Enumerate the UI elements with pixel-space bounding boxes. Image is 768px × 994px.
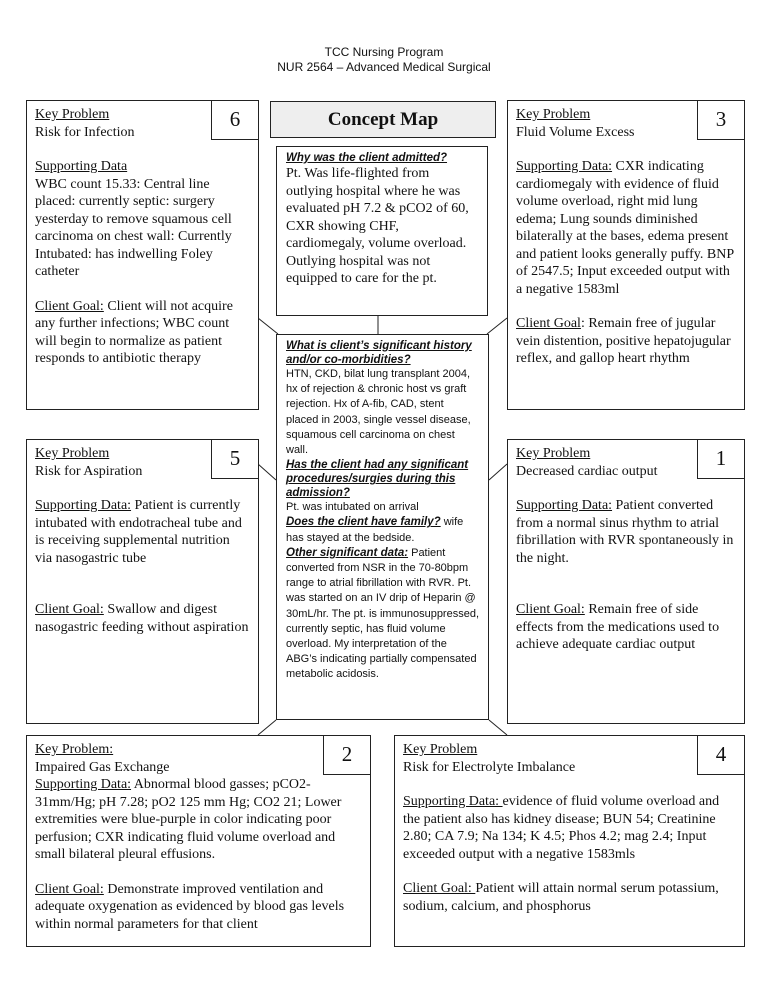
problem-box-4 xyxy=(394,735,745,947)
key-problem-label: Key Problem: xyxy=(35,742,114,757)
client-goal-label: Client Goal: xyxy=(516,602,585,617)
supporting-data-label: Supporting Data: xyxy=(35,498,132,513)
key-problem-label: Key Problem xyxy=(35,107,110,122)
problem-name: Risk for Infection xyxy=(35,124,135,140)
history-answer: HTN, CKD, bilat lung transplant 2004, hx of rejection & chronic host vs graft rejection. Hx of A-fib, CAD, stent placed in 2003, single vessel disease, squamous cell carcinoma on chest wall. xyxy=(286,368,471,457)
client-goal-label: Client Goal xyxy=(516,316,581,331)
problem-number: 4 xyxy=(697,736,744,775)
problem-name: Decreased cardiac output xyxy=(516,463,658,479)
key-problem-label: Key Problem xyxy=(403,742,478,757)
procedures-answer: Pt. was intubated on arrival xyxy=(286,501,419,514)
header-line-1: TCC Nursing Program xyxy=(324,45,444,59)
key-problem-label: Key Problem xyxy=(516,107,591,122)
admitted-question: Why was the client admitted? xyxy=(286,152,448,164)
header-line-2: NUR 2564 – Advanced Medical Surgical xyxy=(277,60,491,74)
client-goal-label: Client Goal: xyxy=(35,881,104,897)
problem-name: Impaired Gas Exchange xyxy=(35,759,170,775)
supporting-data-label: Supporting Data xyxy=(35,159,128,174)
problem-box-6 xyxy=(26,100,259,410)
connector-line xyxy=(258,464,276,480)
key-problem-label: Key Problem xyxy=(516,446,591,461)
problem-name: Fluid Volume Excess xyxy=(516,124,635,140)
problem-box-2 xyxy=(26,735,371,947)
client-goal-text: Swallow and digest nasogastric feeding without aspiration xyxy=(35,602,249,635)
client-history-box xyxy=(276,334,489,720)
problem-box-1 xyxy=(507,439,745,724)
history-question: What is client’s significant history and/or co-morbidities? xyxy=(286,340,472,366)
problem-box-3 xyxy=(507,100,745,410)
client-goal-label: Client Goal: xyxy=(403,881,476,896)
other-data-answer: Patient converted from NSR in the 70-80bpm range to atrial fibrillation with RVR. Pt. was started on an IV drip of Heparin @ 30mL/hr. The pt. is immunosuppressed, currently septic, has fluid volume overload. My interpretation of the ABG’s indicating partially compensated metabolic acidosis. xyxy=(286,546,480,681)
supporting-data-text: WBC count 15.33: Central line placed: currently septic: surgery yesterday to remove squamous cell carcinoma on chest wall: Currently Intubated: has indwelling Foley catheter xyxy=(35,176,232,279)
problem-number: 3 xyxy=(697,101,744,140)
connector-line xyxy=(487,318,507,334)
client-goal-label: Client Goal: xyxy=(35,298,104,314)
concept-map-title: Concept Map xyxy=(270,101,496,138)
connector-line xyxy=(258,318,278,334)
problem-number: 6 xyxy=(211,101,258,140)
procedures-question: Has the client had any significant procedures/surgies during this admission? xyxy=(286,459,469,500)
problem-box-5 xyxy=(26,439,259,724)
family-question: Does the client have family? xyxy=(286,516,441,529)
supporting-data-label: Supporting Data: xyxy=(35,777,132,792)
other-data-question: Other significant data: xyxy=(286,546,409,559)
problem-number: 1 xyxy=(697,440,744,479)
family-answer: wife has stayed at the bedside. xyxy=(286,516,464,544)
key-problem-label: Key Problem xyxy=(35,446,110,461)
supporting-data-text: Patient converted from a normal sinus rhythm to atrial fibrillation with RVR spontaneously in the night. xyxy=(516,498,734,566)
problem-name: Risk for Electrolyte Imbalance xyxy=(403,759,576,775)
problem-number: 2 xyxy=(323,736,370,775)
problem-number: 5 xyxy=(211,440,258,479)
program-header xyxy=(0,45,768,75)
problem-name: Risk for Aspiration xyxy=(35,463,143,479)
connector-line xyxy=(489,464,507,480)
client-goal-text: Patient will attain normal serum potassium, sodium, calcium, and phosphorus xyxy=(403,881,719,914)
client-goal-text: Remain free of side effects from the medications used to achieve adequate cardiac output xyxy=(516,602,720,652)
admitted-answer: Pt. Was life-flighted from outlying hospital where he was evaluated pH 7.2 & pCO2 of 60, CXR showing CHF, cardiomegaly, volume overload. Outlying hospital was not equipped to care for the pt. xyxy=(286,166,469,286)
supporting-data-text: Patient is currently intubated with endotracheal tube and is receiving supplemental nutrition via nasogastric tube xyxy=(35,498,242,566)
supporting-data-label: Supporting Data: xyxy=(516,498,613,513)
supporting-data-text: evidence of fluid volume overload and the patient also has kidney disease; BUN 54; Creatinine 2.80; CA 7.9; Na 134; K 4.5; Phos 4.2; mag 2.4; Input exceeded output with a negative 1583mls xyxy=(403,794,720,862)
client-goal-label: Client Goal: xyxy=(35,602,104,617)
connector-line xyxy=(489,720,507,735)
connector-line xyxy=(258,720,276,735)
client-goal-text: Demonstrate improved ventilation and adequate oxygenation as evidenced by blood gas levels within normal parameters for that client xyxy=(35,881,345,932)
client-goal-text: : Remain free of jugular vein distention, positive hepatojugular reflex, and gallop heart rhythm xyxy=(516,316,731,366)
supporting-data-text: CXR indicating cardiomegaly with evidence of fluid volume overload, right mid lung edema; Lung sounds diminished bilaterally at the bases, edema present and patient looks generally puffy. BNP of 2547.5; Input exceeded output with a negative 1583ml xyxy=(516,159,734,297)
supporting-data-label: Supporting Data: xyxy=(403,794,503,809)
admission-reason-box xyxy=(276,146,488,316)
supporting-data-text: Abnormal blood gasses; pCO2- 31mm/Hg; pH 7.28; pO2 125 mm Hg; CO2 21; Lower extremities were blue-purple in color indicating poor perfusion; CXR indicating fluid volume overload and small bilateral pleural effusions. xyxy=(35,777,342,862)
supporting-data-label: Supporting Data: xyxy=(516,159,613,174)
client-goal-text: Client will not acquire any further infections; WBC count will begin to normalize as patient responds to antibiotic therapy xyxy=(35,298,233,366)
